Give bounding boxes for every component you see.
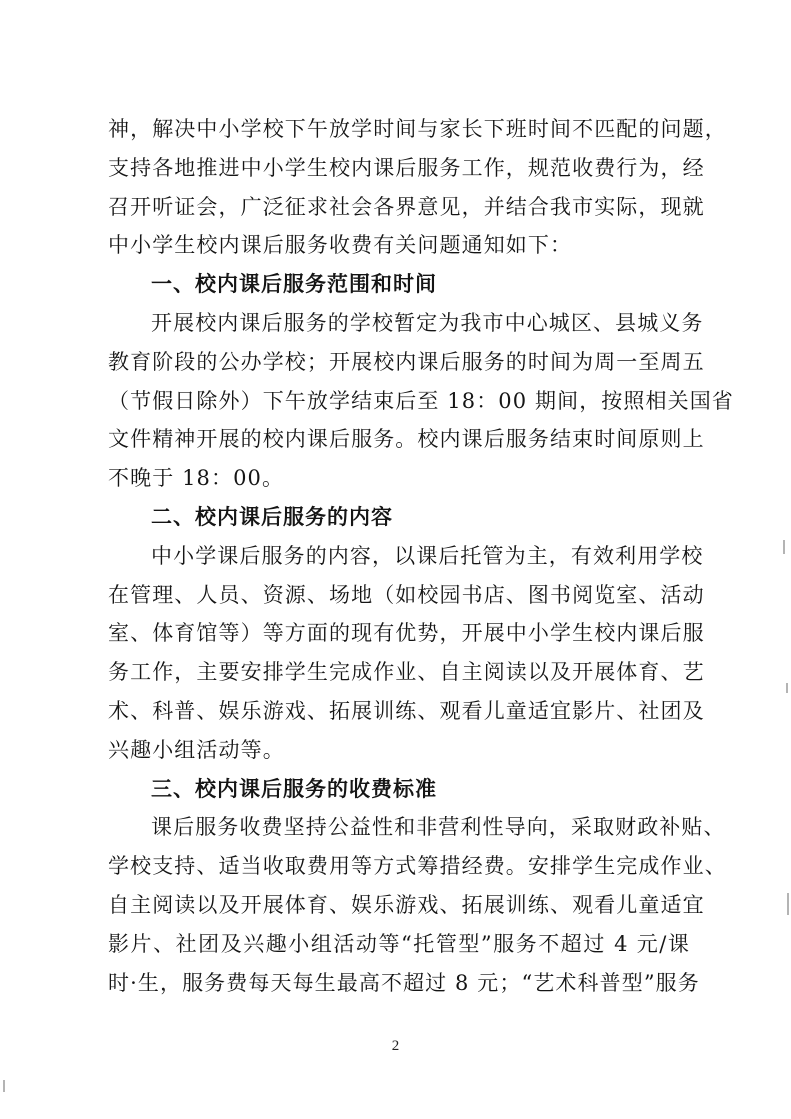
paragraph-line: 中小学课后服务的内容，以课后托管为主，有效利用学校: [151, 543, 704, 568]
document-body: [108, 110, 734, 1002]
scan-artifact: [787, 893, 789, 915]
scan-artifact: [786, 683, 788, 693]
paragraph-line: 不晚于 18：00。: [108, 466, 285, 491]
page-number: 2: [391, 1038, 400, 1054]
paragraph-line: 时·生，服务费每天每生最高不超过 8 元；“艺术科普型”服务: [108, 970, 700, 995]
paragraph-line: 术、科普、娱乐游戏、拓展训练、观看儿童适宜影片、社团及: [108, 698, 705, 723]
paragraph-line: 支持各地推进中小学生校内课后服务工作，规范收费行为，经: [108, 155, 705, 180]
section-heading-1: 一、校内课后服务范围和时间: [151, 272, 437, 297]
paragraph-line: 教育阶段的公办学校；开展校内课后服务的时间为周一至周五: [108, 349, 705, 374]
scan-artifact: [783, 540, 785, 554]
section-heading-2: 二、校内课后服务的内容: [151, 504, 393, 529]
paragraph-line: 神，解决中小学校下午放学时间与家长下班时间不匹配的问题，: [108, 117, 727, 141]
paragraph-line: 召开听证会，广泛征求社会各界意见，并结合我市实际，现就: [108, 194, 705, 219]
paragraph-line: （节假日除外）下午放学结束后至 18：00 期间，按照相关国省: [108, 388, 734, 413]
paragraph-line: 室、体育馆等）等方面的现有优势，开展中小学生校内课后服: [108, 621, 705, 646]
paragraph-line: 开展校内课后服务的学校暂定为我市中心城区、县城义务: [151, 310, 704, 335]
section-heading-3: 三、校内课后服务的收费标准: [151, 776, 437, 801]
paragraph-line: 兴趣小组活动等。: [108, 737, 285, 762]
paragraph-line: 学校支持、适当收取费用等方式筹措经费。安排学生完成作业、: [108, 854, 727, 879]
paragraph-line: 课后服务收费坚持公益性和非营利性导向，采取财政补贴、: [151, 815, 726, 840]
paragraph-line: 在管理、人员、资源、场地（如校园书店、图书阅览室、活动: [108, 582, 705, 607]
paragraph-line: 文件精神开展的校内课后服务。校内课后服务结束时间原则上: [108, 427, 705, 452]
scan-artifact: [3, 1080, 5, 1092]
paragraph-line: 自主阅读以及开展体育、娱乐游戏、拓展训练、观看儿童适宜: [108, 892, 705, 917]
paragraph-line: 务工作，主要安排学生完成作业、自主阅读以及开展体育、艺: [108, 660, 705, 685]
paragraph-line: 中小学生校内课后服务收费有关问题通知如下：: [108, 233, 573, 258]
paragraph-line: 影片、社团及兴趣小组活动等“托管型”服务不超过 4 元/课: [108, 931, 690, 956]
